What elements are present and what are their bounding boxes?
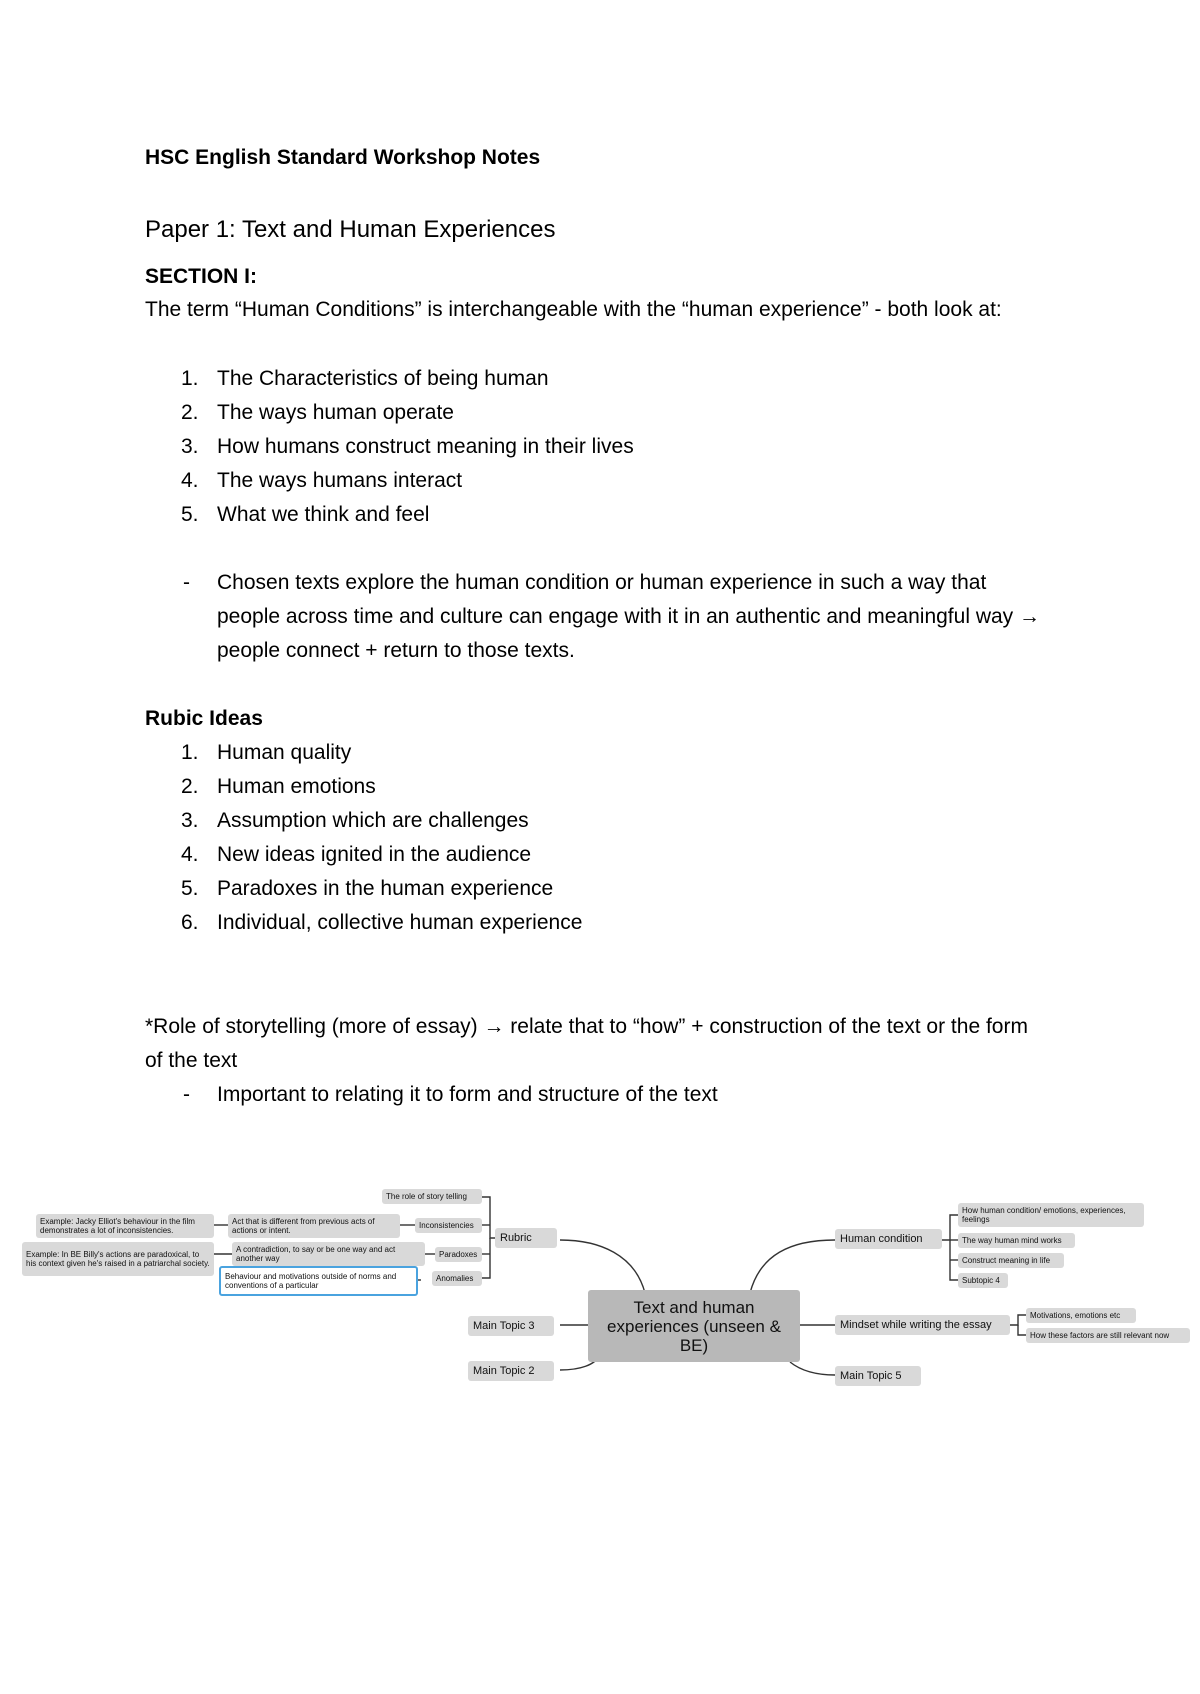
- connector: [790, 1362, 835, 1375]
- list-number: 5.: [181, 503, 199, 526]
- list-number: 4.: [181, 469, 199, 492]
- list-item-text: How humans construct meaning in their lives: [217, 435, 634, 458]
- mindset-child[interactable]: How these factors are still relevant now: [1026, 1328, 1190, 1343]
- list-item-text: Assumption which are challenges: [217, 809, 529, 832]
- paradoxes-node[interactable]: Paradoxes: [435, 1247, 482, 1262]
- connector: [942, 1215, 958, 1240]
- paper-heading: Paper 1: Text and Human Experiences: [145, 216, 556, 243]
- list-item: [145, 464, 634, 498]
- list-item: [145, 838, 582, 872]
- rubric-heading: Rubic Ideas: [145, 707, 263, 730]
- central-node[interactable]: Text and human experiences (unseen & BE): [588, 1290, 800, 1362]
- list-number: 3.: [181, 435, 199, 458]
- list-item: [145, 498, 634, 532]
- human-condition-list: [145, 362, 634, 532]
- mindset-child[interactable]: Motivations, emotions etc: [1026, 1308, 1136, 1323]
- human-condition-child[interactable]: The way human mind works: [958, 1233, 1075, 1248]
- storytelling-note: *Role of storytelling (more of essay) → relate that to “how” + construction of the text or the form of the text: [145, 1015, 1028, 1072]
- main-topic-5-node[interactable]: Main Topic 5: [835, 1366, 921, 1386]
- list-item-text: Human quality: [217, 741, 352, 764]
- list-number: 1.: [181, 367, 199, 390]
- rubric-node[interactable]: Rubric: [495, 1228, 557, 1248]
- inconsistencies-node[interactable]: Inconsistencies: [415, 1218, 482, 1233]
- list-number: 2.: [181, 775, 199, 798]
- dash-marker: -: [183, 571, 190, 594]
- list-item-text: The ways humans interact: [217, 469, 463, 492]
- inconsistencies-detail[interactable]: Act that is different from previous acts of actions or intent.: [228, 1214, 400, 1238]
- human-condition-child[interactable]: Construct meaning in life: [958, 1253, 1064, 1268]
- anomalies-node[interactable]: Anomalies: [432, 1271, 482, 1286]
- anomalies-detail[interactable]: Behaviour and motivations outside of norms and conventions of a particular: [219, 1266, 418, 1296]
- bullet-text: Important to relating it to form and structure of the text: [217, 1083, 718, 1106]
- list-item-text: Individual, collective human experience: [217, 911, 583, 934]
- connector: [560, 1240, 645, 1293]
- connector: [750, 1240, 835, 1293]
- list-item-text: Human emotions: [217, 775, 376, 798]
- list-number: 1.: [181, 741, 199, 764]
- section-label: SECTION I:: [145, 265, 258, 288]
- connector: [482, 1197, 495, 1238]
- list-item: [145, 396, 634, 430]
- list-number: 5.: [181, 877, 199, 900]
- rubric-ideas-list: [145, 736, 582, 940]
- list-item-text: Paradoxes in the human experience: [217, 877, 554, 900]
- human-condition-child[interactable]: How human condition/ emotions, experiences, feelings: [958, 1203, 1144, 1227]
- story-telling-node[interactable]: The role of story telling: [382, 1189, 482, 1204]
- main-topic-3-node[interactable]: Main Topic 3: [468, 1316, 554, 1336]
- list-item: [145, 804, 582, 838]
- list-number: 4.: [181, 843, 199, 866]
- connector: [1010, 1315, 1026, 1325]
- list-item: [145, 906, 582, 940]
- list-item: [145, 770, 582, 804]
- list-number: 2.: [181, 401, 199, 424]
- document-title: HSC English Standard Workshop Notes: [145, 146, 541, 169]
- list-item-text: What we think and feel: [217, 503, 430, 526]
- list-item-text: The Characteristics of being human: [217, 367, 549, 390]
- connector: [482, 1238, 490, 1278]
- inconsistencies-example[interactable]: Example: Jacky Elliot's behaviour in the film demonstrates a lot of inconsistencies.: [36, 1214, 214, 1238]
- list-item-text: The ways human operate: [217, 401, 454, 424]
- list-item-text: New ideas ignited in the audience: [217, 843, 532, 866]
- list-item: [145, 872, 582, 906]
- paradoxes-example[interactable]: Example: In BE Billy's actions are paradoxical, to his context given he's raised in a patriarchal society.: [22, 1242, 214, 1276]
- bullet-text: Chosen texts explore the human condition or human experience in such a way that people across time and culture can engage with it in an authentic and meaningful way → people connect + return to those texts.: [217, 571, 1040, 662]
- mindset-node[interactable]: Mindset while writing the essay: [835, 1315, 1010, 1335]
- dash-marker: -: [183, 1083, 190, 1106]
- intro-paragraph: The term “Human Conditions” is interchangeable with the “human experience” - both look at:: [145, 298, 1002, 321]
- list-item: [145, 430, 634, 464]
- paradoxes-detail[interactable]: A contradiction, to say or be one way and act another way: [232, 1242, 425, 1266]
- list-number: 3.: [181, 809, 199, 832]
- main-topic-2-node[interactable]: Main Topic 2: [468, 1361, 554, 1381]
- human-condition-node[interactable]: Human condition: [835, 1229, 942, 1249]
- list-number: 6.: [181, 911, 199, 934]
- human-condition-child[interactable]: Subtopic 4: [958, 1273, 1008, 1288]
- list-item: [145, 736, 582, 770]
- list-item: [145, 362, 634, 396]
- mind-map: [0, 1170, 1200, 1430]
- connector: [1018, 1325, 1026, 1335]
